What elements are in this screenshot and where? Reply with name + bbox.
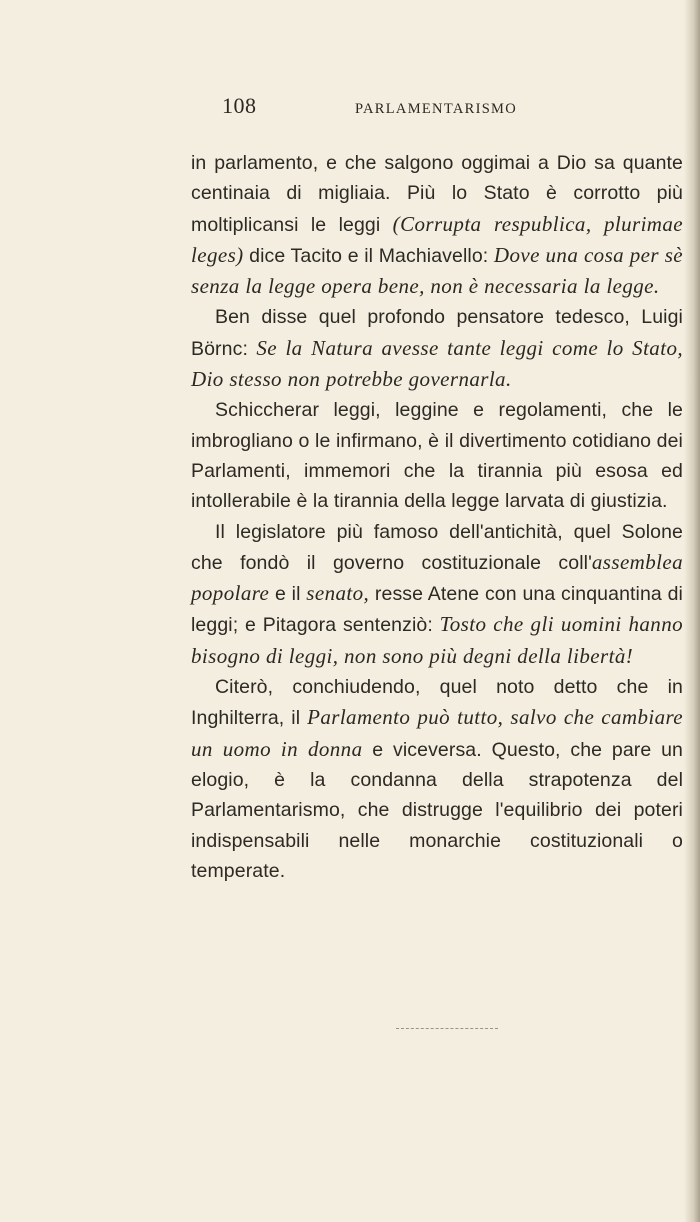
end-of-chapter-rule — [396, 1028, 498, 1029]
text-segment: Il legislatore più famoso dell'antichità, quel Solone che fondò il governo costituzionale coll' — [191, 520, 683, 574]
parliament-saying: Parlamento può tutto, salvo che cambiare un uomo in donna — [191, 705, 683, 761]
text-segment: e il — [269, 583, 307, 606]
page-number: 108 — [222, 93, 257, 118]
paragraph-5 — [191, 672, 683, 886]
paragraph-4 — [191, 517, 683, 672]
text-segment: resse Atene con una cinquantina di leggi; e Pitagora sentenziò: — [191, 583, 683, 637]
paragraph-2 — [191, 302, 683, 395]
borne-quote: Se la Natura avesse tante leggi come lo Stato, Dio stesso non potrebbe governarla. — [191, 335, 683, 392]
text-segment: e viceversa. Questo, che pare un elogio, è la condanna della strapotenza del Parlamentarismo, che distrugge l'equilibrio dei poteri indispensabili nelle monarchie costituzionali o temperate. — [191, 738, 683, 882]
page-edge-shadow — [684, 0, 700, 1222]
text-segment: Schiccherar leggi, leggine e regolamenti, che le imbrogliano o le infirmano, è il divertimento cotidiano dei Parlamenti, immemori che la tirannia più esosa ed intollerabile è la tirannia della legge larvata di giustizia. — [191, 399, 683, 513]
page-header — [222, 93, 542, 133]
latin-quote: (Corrupta respublica, plurimae leges) — [191, 211, 683, 267]
emphasis-assemblea: assemblea popolare — [191, 549, 683, 606]
pythagoras-quote: Tosto che gli uomini hanno bisogno di leggi, non sono più degni della libertà! — [191, 612, 683, 668]
body-text — [191, 148, 683, 886]
paragraph-3 — [191, 395, 683, 516]
text-segment: dice Tacito e il Machiavello: — [243, 244, 494, 267]
text-segment: in parlamento, e che salgono oggimai a Dio sa quante centinaia di migliaia. Più lo Stato è corrotto più moltiplicansi le leggi — [191, 152, 683, 236]
text-segment: Ben disse quel profondo pensatore tedesco, Luigi Börnc: — [191, 306, 683, 360]
text-segment: Citerò, conchiudendo, quel noto detto che in Inghilterra, il — [191, 676, 683, 730]
emphasis-senato: senato, — [306, 581, 370, 606]
running-title: PARLAMENTARISMO — [355, 101, 518, 117]
machiavelli-quote: Dove una cosa per sè senza la legge opera bene, non è necessaria la legge. — [191, 242, 683, 299]
paragraph-1 — [191, 148, 683, 302]
